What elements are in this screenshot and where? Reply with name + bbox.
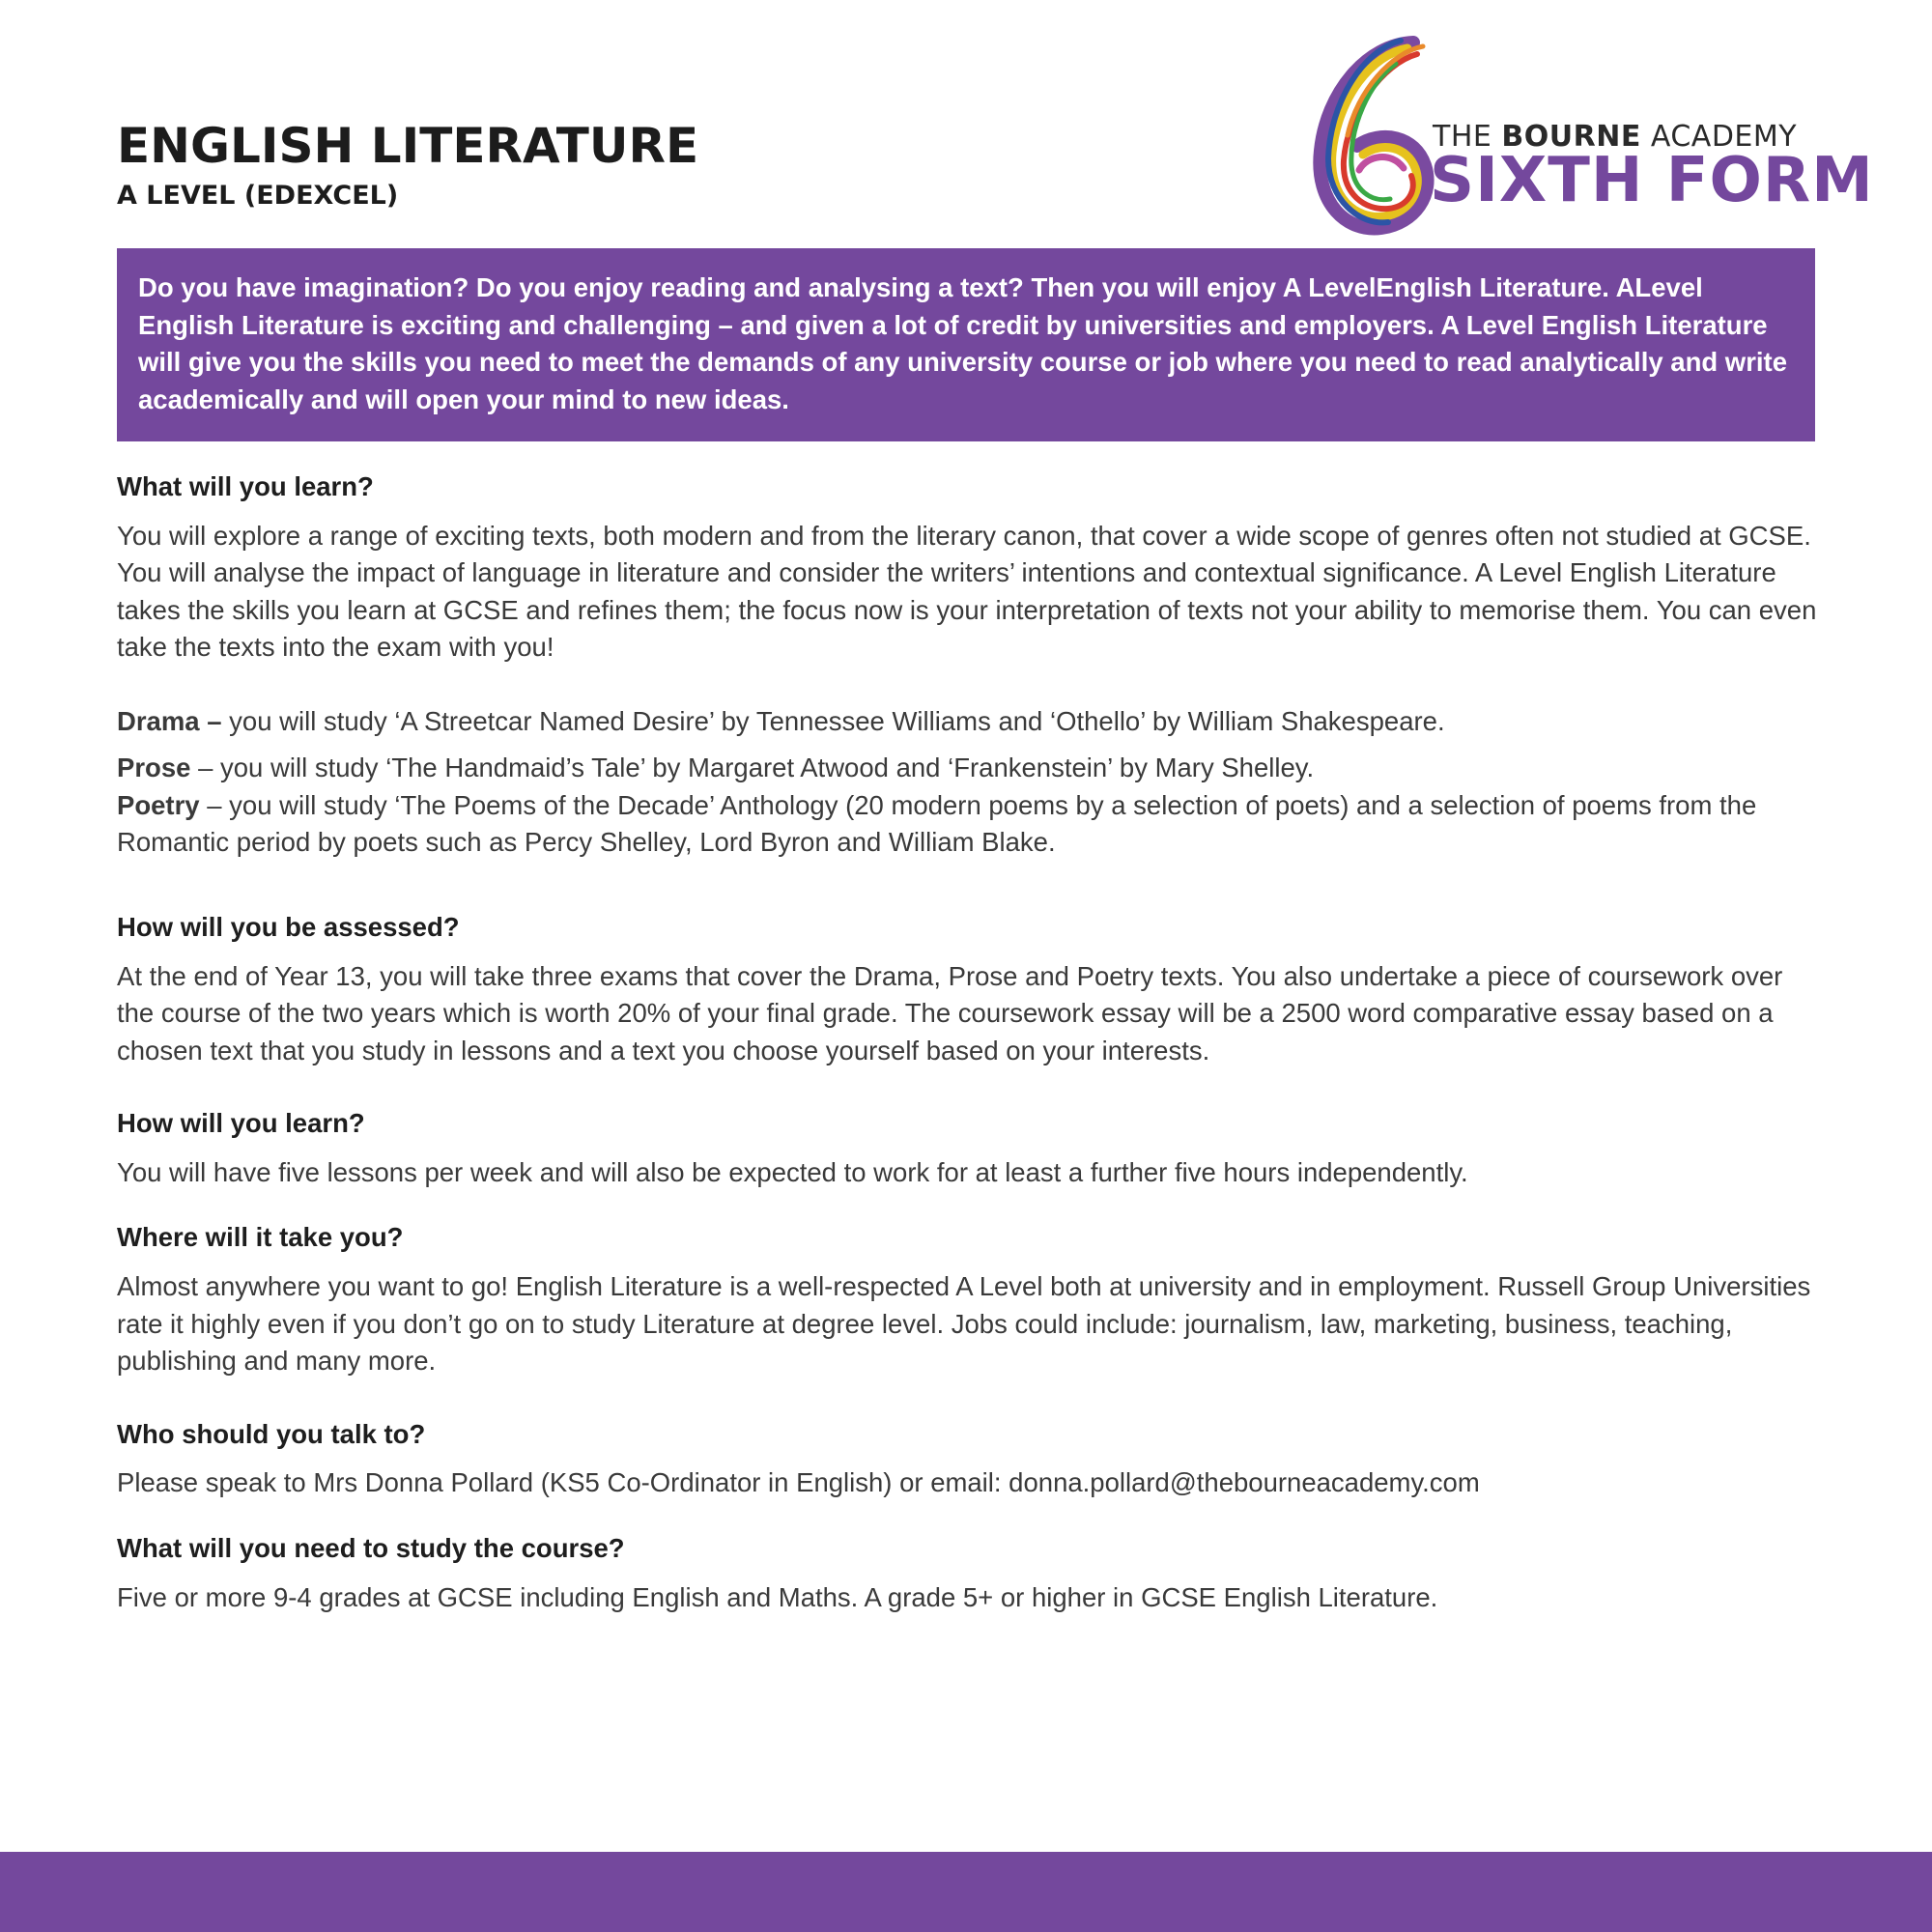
requirements-heading: What will you need to study the course? [117,1532,625,1563]
numeral-6-logo-icon [1299,35,1444,242]
contact-body: Please speak to Mrs Donna Pollard (KS5 Co-Ordinator in English) or email: donna.pollard@thebourneacademy.com [117,1467,1480,1498]
learn-body: You will explore a range of exciting texts, both modern and from the literary canon, that cover a wide scope of genres often not studied at GCSE. You will analyse the impact of language in literature and consider the writers’ intentions and contextual significance. A Level English Literature takes the skills you learn at GCSE and refines them; the focus now is your interpretation of texts not your ability to memorise them. You can even take the texts into the exam with you! [117,520,1817,663]
study-drama: Drama – you will study ‘A Streetcar Named Desire’ by Tennessee Williams and ‘Othello’ by William Shakespeare. [117,705,1445,736]
study-poetry: Poetry – you will study ‘The Poems of the Decade’ Anthology (20 modern poems by a selection of poets) and a selection of poems from the Romantic period by poets such as Percy Shelley, Lord Byron and William Blake. [117,789,1757,858]
intro-callout: Do you have imagination? Do you enjoy reading and analysing a text? Then you will enjoy A LevelEnglish Literature. ALevel English Literature is exciting and challenging – and given a lot of credit by universities and employers. A Level English Literature will give you the skills you need to meet the demands of any university course or job where you need to read analytically and write academically and will open your mind to new ideas. [117,248,1815,441]
where-heading: Where will it take you? [117,1222,404,1253]
logo-sixth-form: SIXTH FORM [1430,145,1874,216]
study-prose: Prose – you will study ‘The Handmaid’s Tale’ by Margaret Atwood and ‘Frankenstein’ by Mary Shelley. [117,753,1315,783]
footer-bar [0,1852,1932,1932]
how-learn-body: You will have five lessons per week and will also be expected to work for at least a further five hours independently. [117,1156,1468,1187]
assessed-body: At the end of Year 13, you will take three exams that cover the Drama, Prose and Poetry texts. You also undertake a piece of coursework over the course of the two years which is worth 20% of your final grade. The coursework essay will be a 2500 word comparative essay based on a chosen text that you study in lessons and a text you choose yourself based on your interests. [117,960,1783,1065]
logo-academy-name: THE BOURNE ACADEMY [1433,120,1798,154]
where-body: Almost anywhere you want to go! English Literature is a well-respected A Level both at university and in employment. Russell Group Universities rate it highly even if you don’t go on to study Literature at degree level. Jobs could include: journalism, law, marketing, business, teaching, publishing and many more. [117,1271,1811,1376]
course-content [117,469,1817,1616]
assessed-heading: How will you be assessed? [117,911,460,942]
academy-logo [1299,35,1874,242]
requirements-body: Five or more 9-4 grades at GCSE including English and Maths. A grade 5+ or higher in GCSE English Literature. [117,1581,1438,1612]
page-subtitle: A LEVEL (EDEXCEL) [117,181,399,211]
page-header [117,120,698,211]
page-title: ENGLISH LITERATURE [117,118,699,174]
contact-heading: Who should you talk to? [117,1418,426,1449]
learn-heading: What will you learn? [117,471,374,501]
how-learn-heading: How will you learn? [117,1108,365,1138]
